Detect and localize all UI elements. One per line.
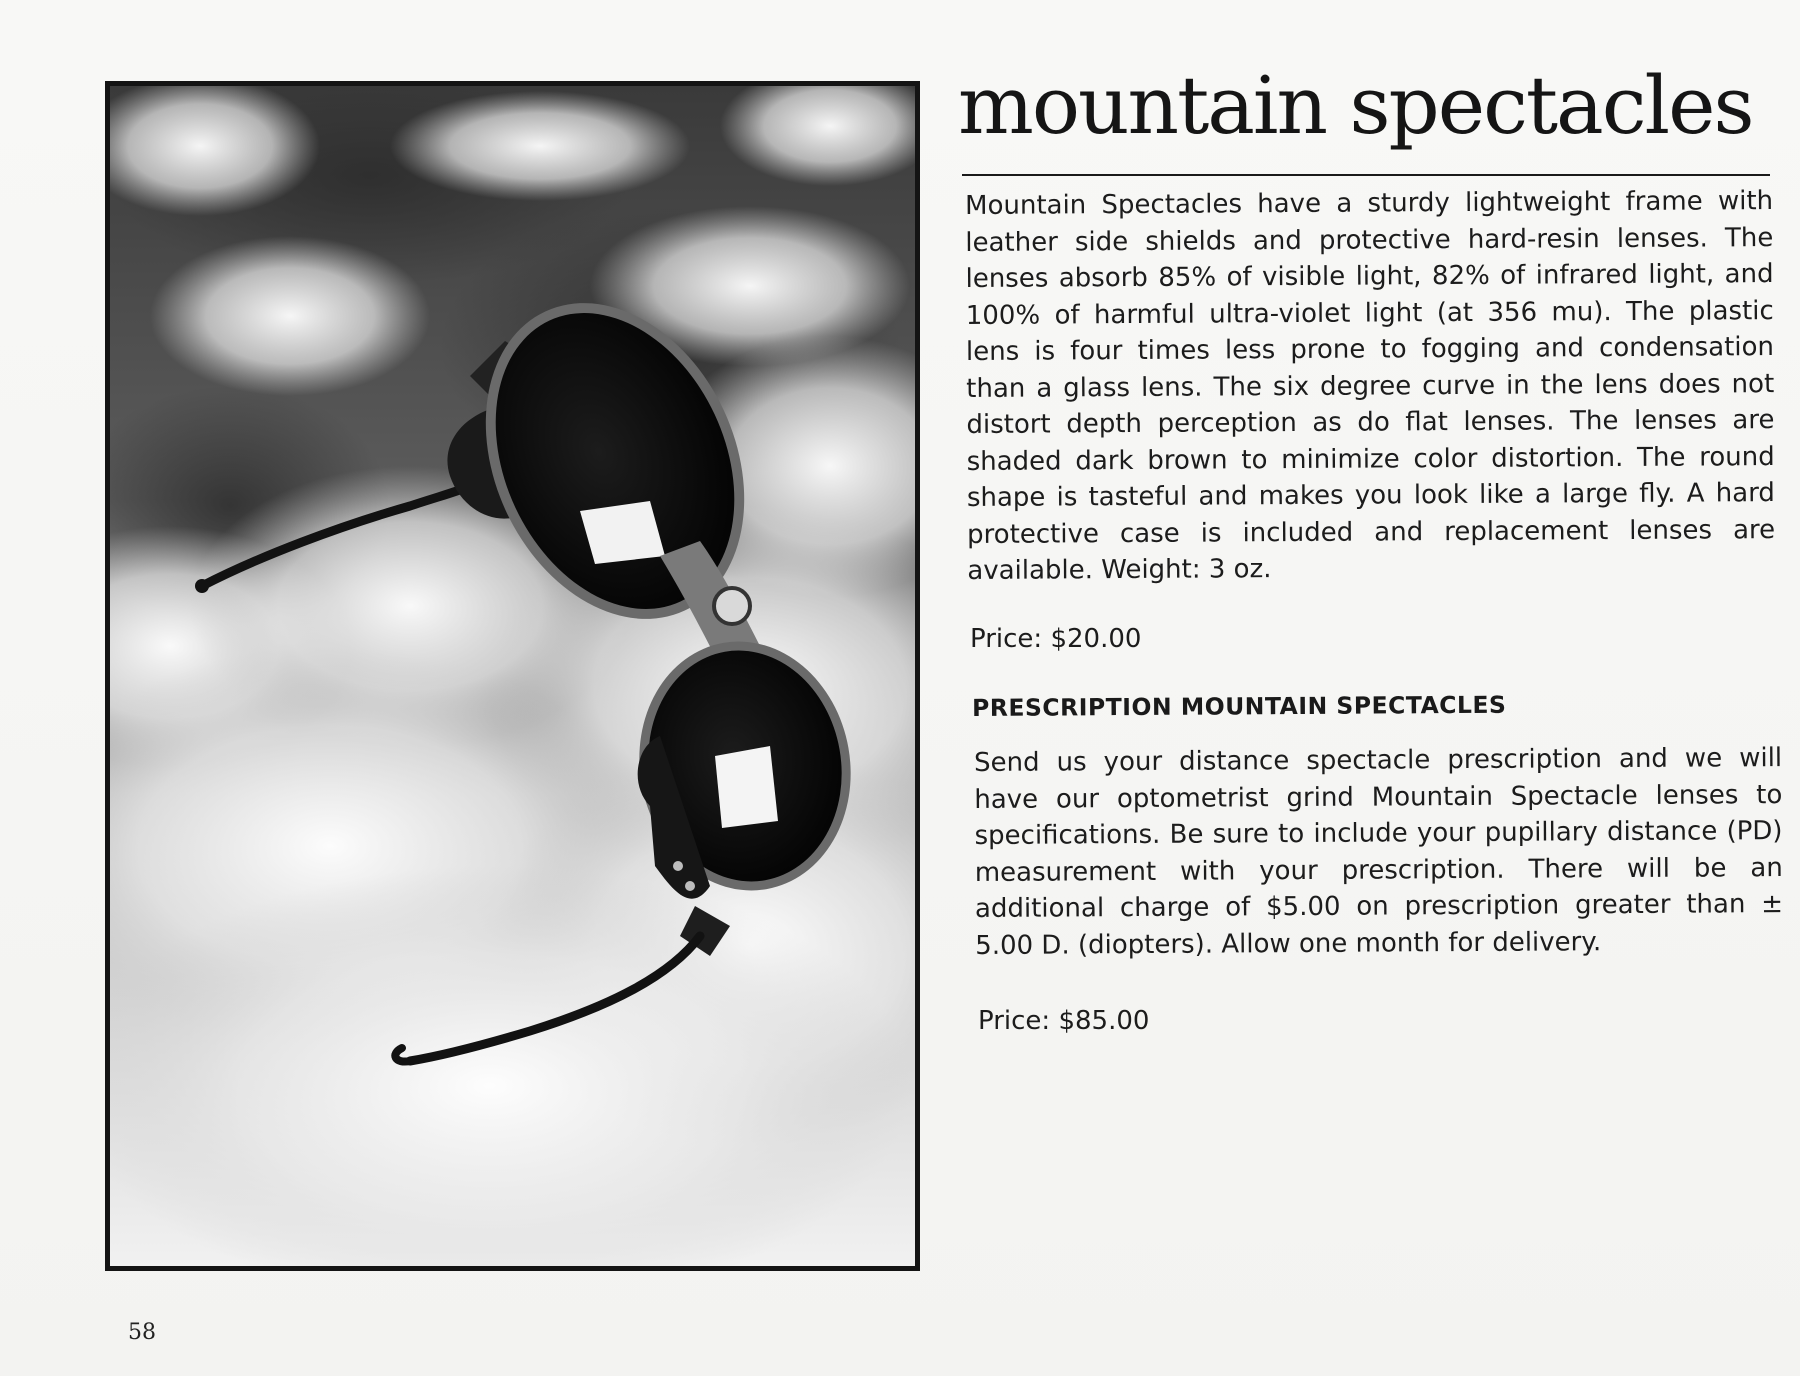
page-number: 58 [128,1320,156,1345]
product-photo [105,81,920,1271]
product-price: Price: $20.00 [970,624,1142,654]
page-title: mountain spectacles [958,59,1753,152]
prescription-description: Send us your distance spectacle prescription and we will have our optometrist grind Mountain Spectacle lenses to specifications. Be sure to include your pupillary distance (PD) measurement with your prescription. There will be an additional charge of $5.00 on prescription greater than ± 5.00 D. (diopters). Allow one month for delivery. [974,743,1784,961]
title-divider [962,174,1770,176]
prescription-price: Price: $85.00 [978,1006,1150,1036]
spectacles-photo-illustration [110,86,915,1266]
product-description: Mountain Spectacles have a sturdy lightweight frame with leather side shields and protective hard-resin lenses. The lenses absorb 85% of visible light, 82% of infrared light, and 100% of harmful ultra-violet light (at 356 mu). The plastic lens is four times less prone to fogging and condensation than a glass lens. The six degree curve in the lens does not distort depth perception as do flat lenses. The lenses are shaded dark brown to minimize color distortion. The round shape is tasteful and makes you look like a large fly. A hard protective case is included and replacement lenses are available. Weight: 3 oz. [965,186,1776,586]
prescription-heading: PRESCRIPTION MOUNTAIN SPECTACLES [972,690,1507,722]
